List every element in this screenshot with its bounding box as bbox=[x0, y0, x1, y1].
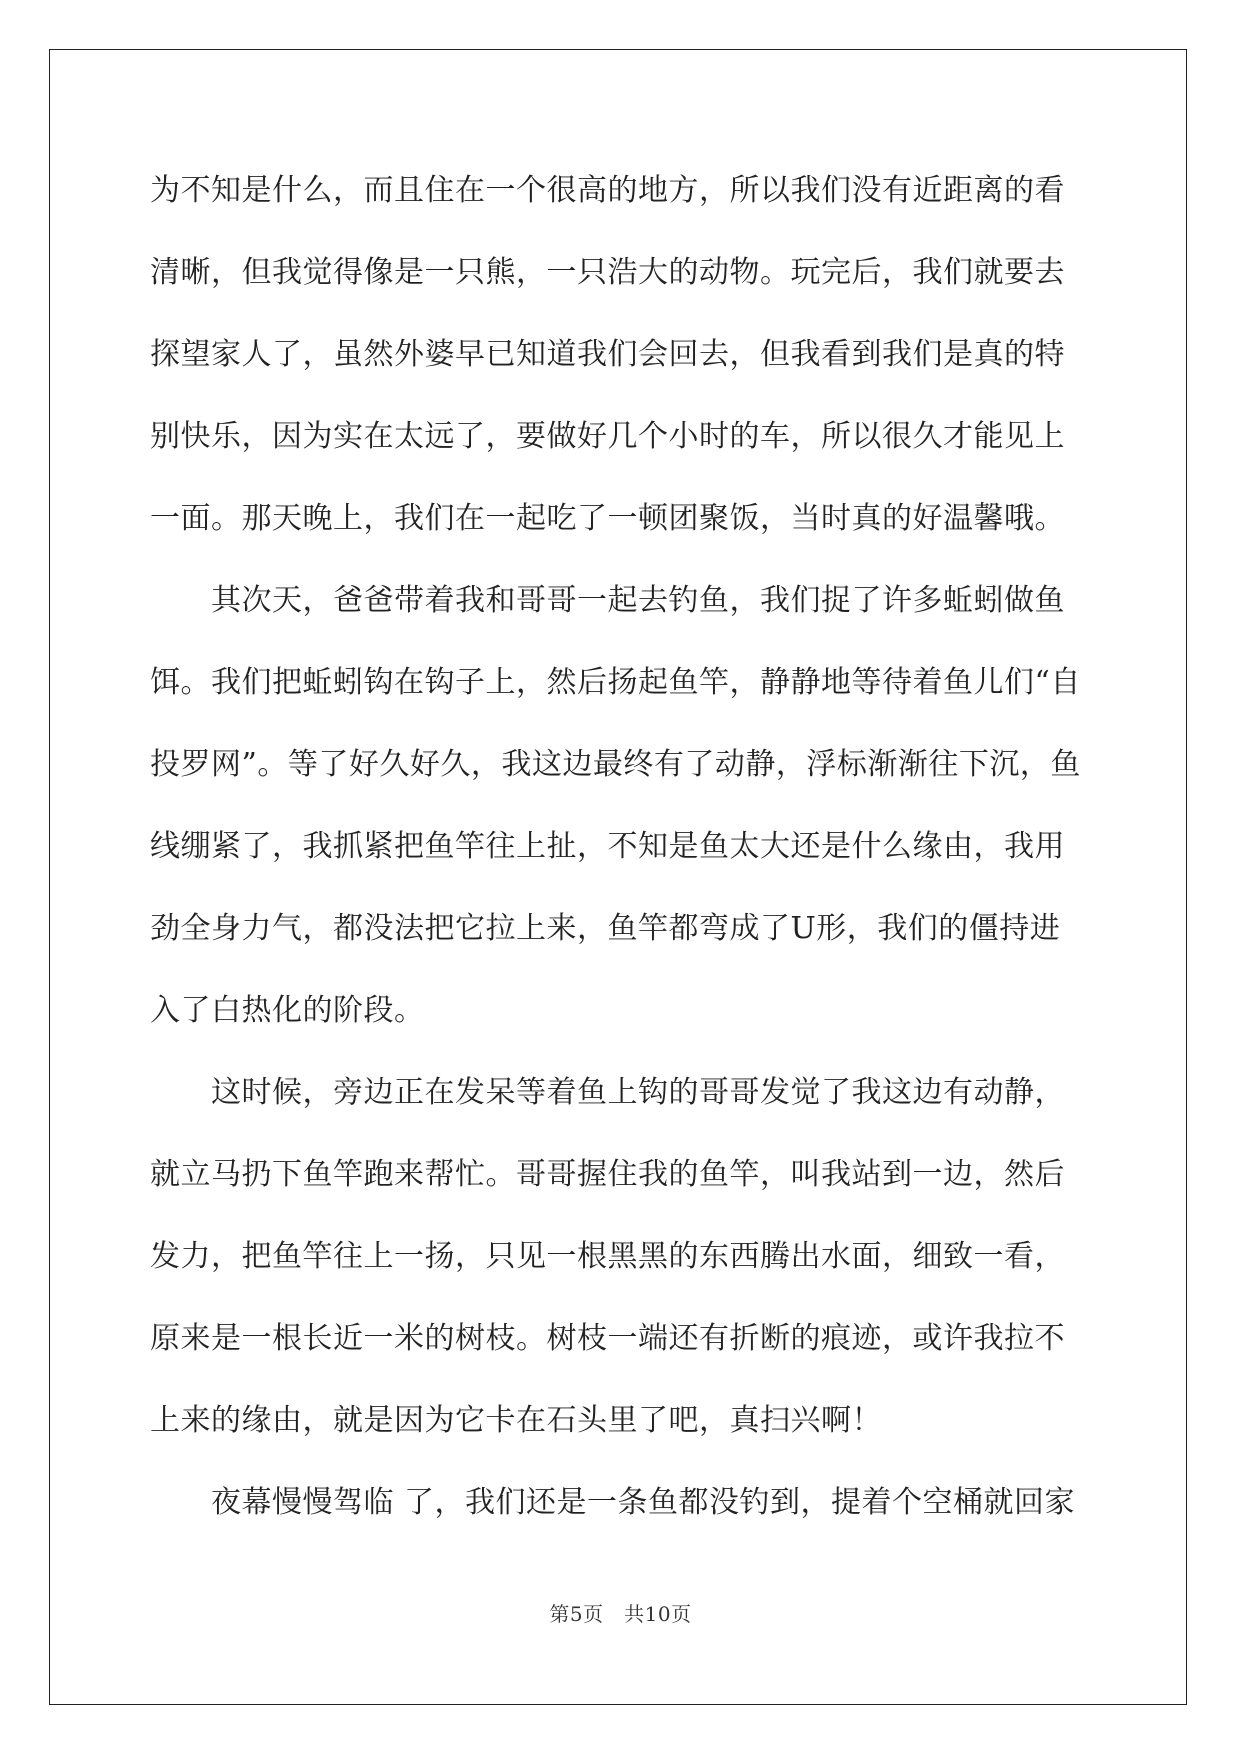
text-line: 其次天，爸爸带着我和哥哥一起去钓鱼，我们捉了许多蚯蚓做鱼 bbox=[150, 583, 1065, 618]
text-line: 投罗网”。等了好久好久，我这边最终有了动静，浮标渐渐往下沉，鱼 bbox=[150, 747, 1081, 782]
text-line: 入了白热化的阶段。 bbox=[150, 993, 425, 1028]
text-line: 一面。那天晚上，我们在一起吃了一顿团聚饭，当时真的好温馨哦。 bbox=[150, 501, 1065, 536]
text-line: 别快乐，因为实在太远了，要做好几个小时的车，所以很久才能见上 bbox=[150, 419, 1065, 454]
text-line: 发力，把鱼竿往上一扬，只见一根黑黑的东西腾出水面，细致一看， bbox=[150, 1239, 1065, 1274]
document-body bbox=[150, 150, 1090, 1544]
text-line: 这时候，旁边正在发呆等着鱼上钩的哥哥发觉了我这边有动静， bbox=[150, 1075, 1065, 1110]
text-line: 原来是一根长近一米的树枝。树枝一端还有折断的痕迹，或许我拉不 bbox=[150, 1321, 1065, 1356]
text-line: 饵。我们把蚯蚓钩在钩子上，然后扬起鱼竿，静静地等待着鱼儿们“自 bbox=[150, 665, 1081, 700]
text-line: 上来的缘由，就是因为它卡在石头里了吧，真扫兴啊！ bbox=[150, 1403, 882, 1438]
text-line: 线绷紧了，我抓紧把鱼竿往上扯，不知是鱼太大还是什么缘由，我用 bbox=[150, 829, 1065, 864]
text-line: 清晰，但我觉得像是一只熊，一只浩大的动物。玩完后，我们就要去 bbox=[150, 255, 1065, 290]
page-number-footer: 第5页 共10页 bbox=[549, 1602, 692, 1626]
text-line: 为不知是什么，而且住在一个很高的地方，所以我们没有近距离的看 bbox=[150, 173, 1065, 208]
text-line: 夜幕慢慢驾临 了，我们还是一条鱼都没钓到，提着个空桶就回家 bbox=[150, 1485, 1076, 1520]
text-line: 劲全身力气，都没法把它拉上来，鱼竿都弯成了U形，我们的僵持进 bbox=[150, 911, 1061, 946]
text-line: 就立马扔下鱼竿跑来帮忙。哥哥握住我的鱼竿，叫我站到一边，然后 bbox=[150, 1157, 1065, 1192]
text-line: 探望家人了，虽然外婆早已知道我们会回去，但我看到我们是真的特 bbox=[150, 337, 1065, 372]
